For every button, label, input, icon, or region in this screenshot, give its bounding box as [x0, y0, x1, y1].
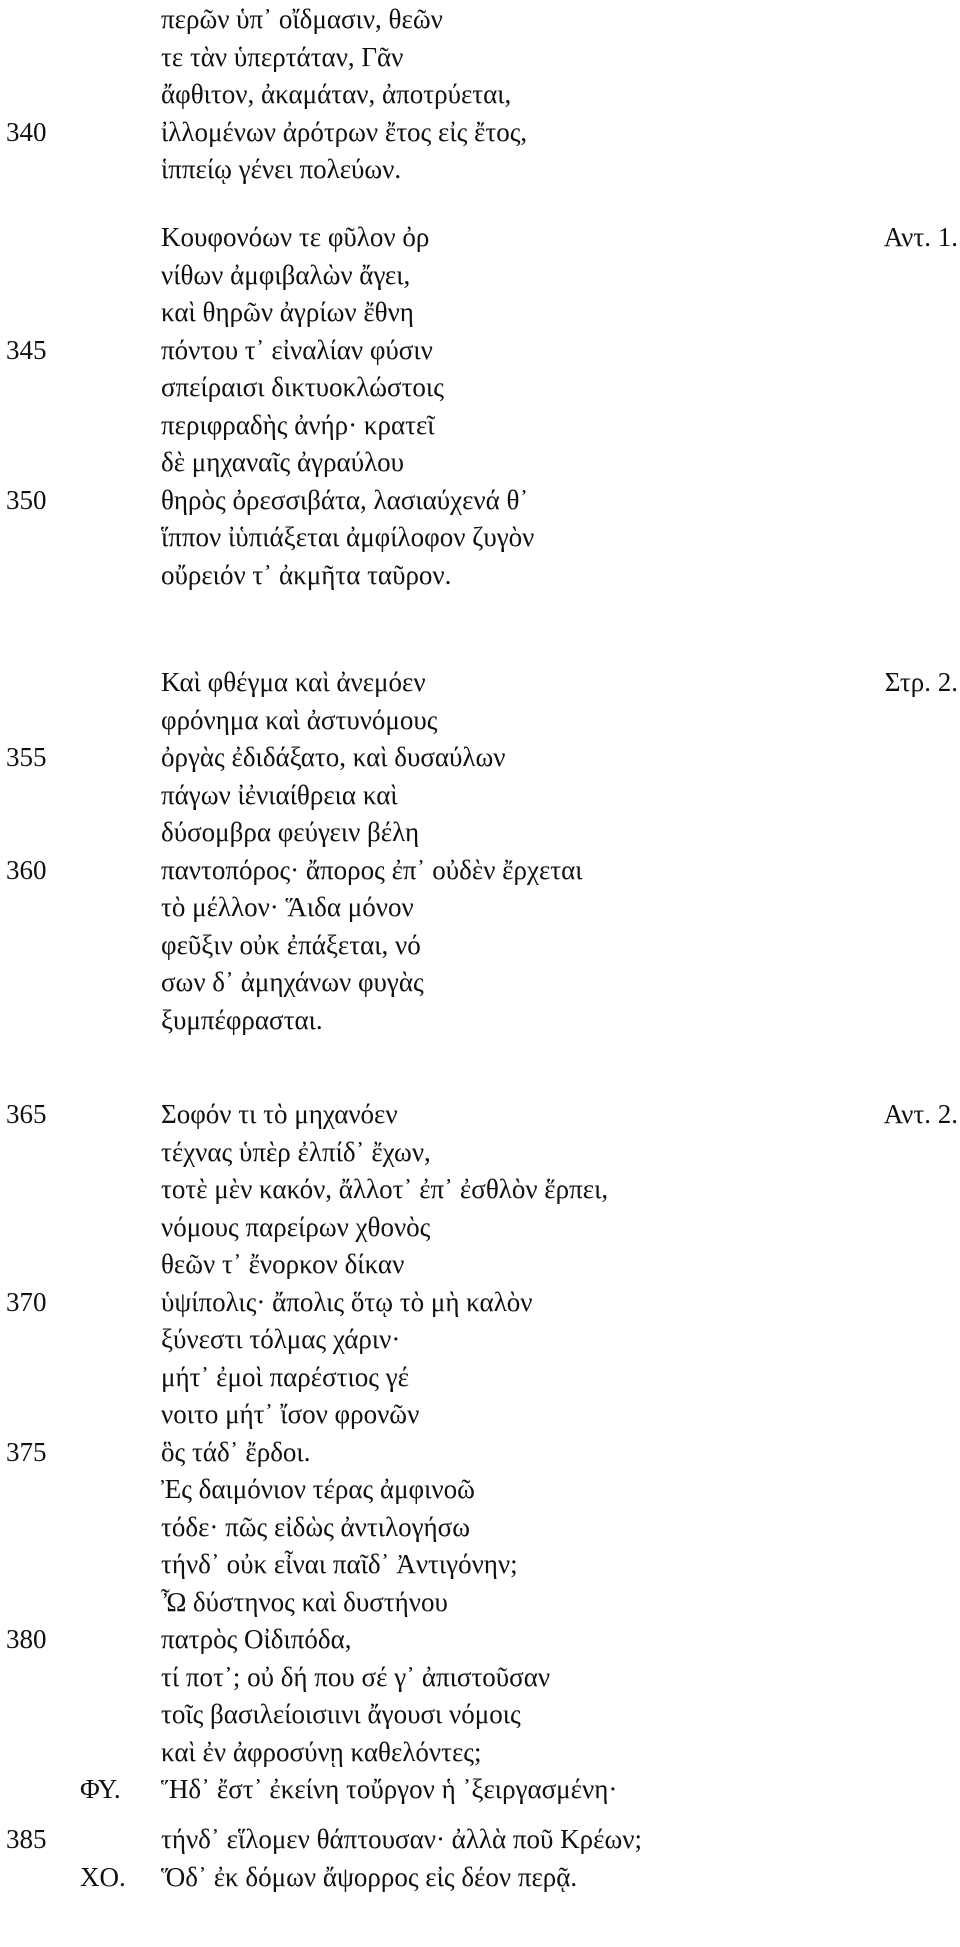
verse-text: τόδε· πῶς εἰδὼς ἀντιλογήσω [161, 1511, 470, 1542]
stanza-marker: Αντ. 1. [883, 222, 958, 252]
line-number: 365 [6, 1099, 47, 1129]
verse-text: περιφραδὴς ἀνήρ· κρατεῖ [161, 409, 435, 440]
verse-text: οὔρειόν τ᾽ ἀκμῆτα ταῦρον. [161, 559, 452, 590]
verse-line [0, 663, 960, 701]
verse-text: τοῖς βασιλείοισιινι ἄγουσι νόμοις [161, 1699, 521, 1729]
verse-text: περῶν ὑπ᾽ οἴδμασιν, θεῶν [161, 4, 443, 34]
verse-line [0, 1770, 960, 1808]
verse-text: τε τὰν ὑπερτάταν, Γᾶν [161, 41, 404, 72]
verse-text: σπείραισι δικτυοκλώστοις [161, 372, 444, 402]
verse-line [0, 1283, 960, 1321]
verse-line [0, 926, 960, 964]
verse-text: ξύνεστι τόλμας χάριν· [161, 1324, 401, 1354]
verse-line [0, 150, 960, 188]
verse-text: ἵππον ἰὑπιάξεται ἀμφίλοφον ζυγὸν [161, 522, 535, 552]
line-number: 375 [6, 1436, 47, 1467]
verse-text: δύσομβρα φεύγειν βέλη [161, 817, 420, 847]
line-number: 370 [6, 1286, 47, 1317]
line-number: 385 [6, 1824, 47, 1854]
verse-text: τὸ μέλλον· Ἅιδα μόνον [161, 892, 414, 922]
verse-line [0, 738, 960, 776]
verse-text: δὲ μηχαναῖς ἀγραύλου [161, 447, 405, 477]
speaker-label: ΧΟ. [80, 1861, 126, 1892]
verse-text: θεῶν τ᾽ ἔνορκον δίκαν [161, 1249, 405, 1279]
verse-text: νόμους παρείρων χθονὸς [161, 1211, 431, 1242]
verse-text: ὀργὰς ἐδιδάξατο, καὶ δυσαύλων [161, 742, 506, 772]
verse-line [0, 963, 960, 1001]
verse-line [0, 1320, 960, 1358]
verse-text: ξυμπέφρασται. [161, 1004, 323, 1035]
verse-text: Καὶ φθέγμα καὶ ἀνεμόεν [161, 667, 426, 697]
stanza-marker: Στρ. 2. [884, 667, 958, 697]
line-number: 360 [6, 854, 47, 885]
verse-line [0, 888, 960, 926]
verse-text: παντοπόρος· ἄπορος ἐπ᾽ οὐδὲν ἔρχεται [161, 854, 583, 885]
verse-line [0, 556, 960, 594]
verse-text: τέχνας ὑπὲρ ἐλπίδ᾽ ἔχων, [161, 1136, 431, 1167]
verse-line [0, 1095, 960, 1133]
verse-text: πατρὸς Οἰδιπόδα, [161, 1624, 352, 1654]
verse-line [0, 1858, 960, 1896]
verse-line [0, 38, 960, 76]
verse-line [0, 1508, 960, 1546]
verse-line [0, 1583, 960, 1621]
verse-text: ἱππείῳ γένει πολεύων. [161, 154, 402, 184]
verse-text: νίθων ἀμφιβαλὼν ἄγει, [161, 259, 411, 290]
verse-text: τήνδ᾽ οὐκ εἶναι παῖδ᾽ Ἀντιγόνην; [161, 1549, 518, 1579]
verse-text: Σοφόν τι τὸ μηχανόεν [161, 1099, 398, 1129]
verse-line [0, 1133, 960, 1171]
verse-text: φρόνημα καὶ ἀστυνόμους [161, 704, 438, 735]
verse-line [0, 813, 960, 851]
verse-text: τήνδ᾽ εἵλομεν θάπτουσαν· ἀλλὰ ποῦ Κρέων; [161, 1824, 642, 1854]
verse-line [0, 1433, 960, 1471]
verse-line [0, 701, 960, 739]
verse-text: τοτὲ μὲν κακόν, ἄλλοτ᾽ ἐπ᾽ ἐσθλὸν ἕρπει, [161, 1174, 609, 1204]
verse-text: ἄφθιτον, ἀκαμάταν, ἀποτρύεται, [161, 79, 512, 109]
verse-line [0, 1470, 960, 1508]
verse-line [0, 1001, 960, 1039]
verse-text: ἰλλομένων ἀρότρων ἔτος εἰς ἔτος, [161, 116, 528, 147]
verse-text: Ὅδ᾽ ἐκ δόμων ἄψορρος εἰς δέον περᾷ. [161, 1861, 578, 1892]
verse-text: πάγων ἰἐνιαίθρεια καὶ [161, 779, 398, 810]
verse-text: μήτ᾽ ἐμοὶ παρέστιος γέ [161, 1361, 409, 1392]
verse-line [0, 518, 960, 556]
verse-line [0, 1245, 960, 1283]
verse-line [0, 443, 960, 481]
verse-line [0, 776, 960, 814]
verse-text: ὃς τάδ᾽ ἔρδοι. [161, 1436, 311, 1467]
line-number: 340 [6, 116, 47, 147]
verse-text: σων δ᾽ ἀμηχάνων φυγὰς [161, 967, 424, 997]
line-number: 355 [6, 742, 47, 772]
verse-line [0, 406, 960, 444]
verse-line [0, 1695, 960, 1733]
verse-line [0, 1658, 960, 1696]
verse-line [0, 1545, 960, 1583]
verse-text: Ἐς δαιμόνιον τέρας ἀμφινοῶ [161, 1474, 475, 1504]
verse-text: Ἥδ᾽ ἔστ᾽ ἐκείνη τοὔργον ἡ ᾽ξειργασμένη· [161, 1774, 618, 1804]
verse-line [0, 1733, 960, 1771]
verse-text: Ὦ δύστηνος καὶ δυστήνου [161, 1586, 448, 1617]
verse-line [0, 368, 960, 406]
verse-line [0, 1820, 960, 1858]
verse-line [0, 113, 960, 151]
verse-line [0, 331, 960, 369]
verse-text: καὶ ἐν ἀφροσύνῃ καθελόντες; [161, 1736, 482, 1767]
stanza-marker: Αντ. 2. [883, 1099, 958, 1129]
verse-line [0, 75, 960, 113]
verse-line [0, 851, 960, 889]
verse-line [0, 1358, 960, 1396]
verse-text: φεῦξιν οὐκ ἐπάξεται, νό [161, 929, 421, 960]
verse-text: νοιτο μήτ᾽ ἴσον φρονῶν [161, 1399, 420, 1429]
verse-line [0, 1170, 960, 1208]
speaker-label: ΦΥ. [80, 1774, 121, 1804]
line-number: 345 [6, 334, 47, 365]
verse-text: τί ποτ᾽; οὐ δή που σέ γ᾽ ἀπιστοῦσαν [161, 1661, 551, 1692]
verse-text: καὶ θηρῶν ἀγρίων ἔθνη [161, 297, 414, 327]
verse-line [0, 293, 960, 331]
line-number: 380 [6, 1624, 47, 1654]
line-number: 350 [6, 484, 47, 515]
verse-line [0, 1208, 960, 1246]
verse-line [0, 481, 960, 519]
verse-text: ὑψίπολις· ἄπολις ὅτῳ τὸ μὴ καλὸν [161, 1286, 533, 1317]
verse-line [0, 0, 960, 38]
verse-line [0, 218, 960, 256]
verse-line [0, 1620, 960, 1658]
verse-line [0, 1395, 960, 1433]
verse-line [0, 256, 960, 294]
verse-text: πόντου τ᾽ εἰναλίαν φύσιν [161, 334, 433, 365]
verse-text: θηρὸς ὀρεσσιβάτα, λασιαύχενά θ᾽ [161, 484, 529, 515]
verse-text: Κουφονόων τε φῦλον ὀρ [161, 222, 430, 252]
